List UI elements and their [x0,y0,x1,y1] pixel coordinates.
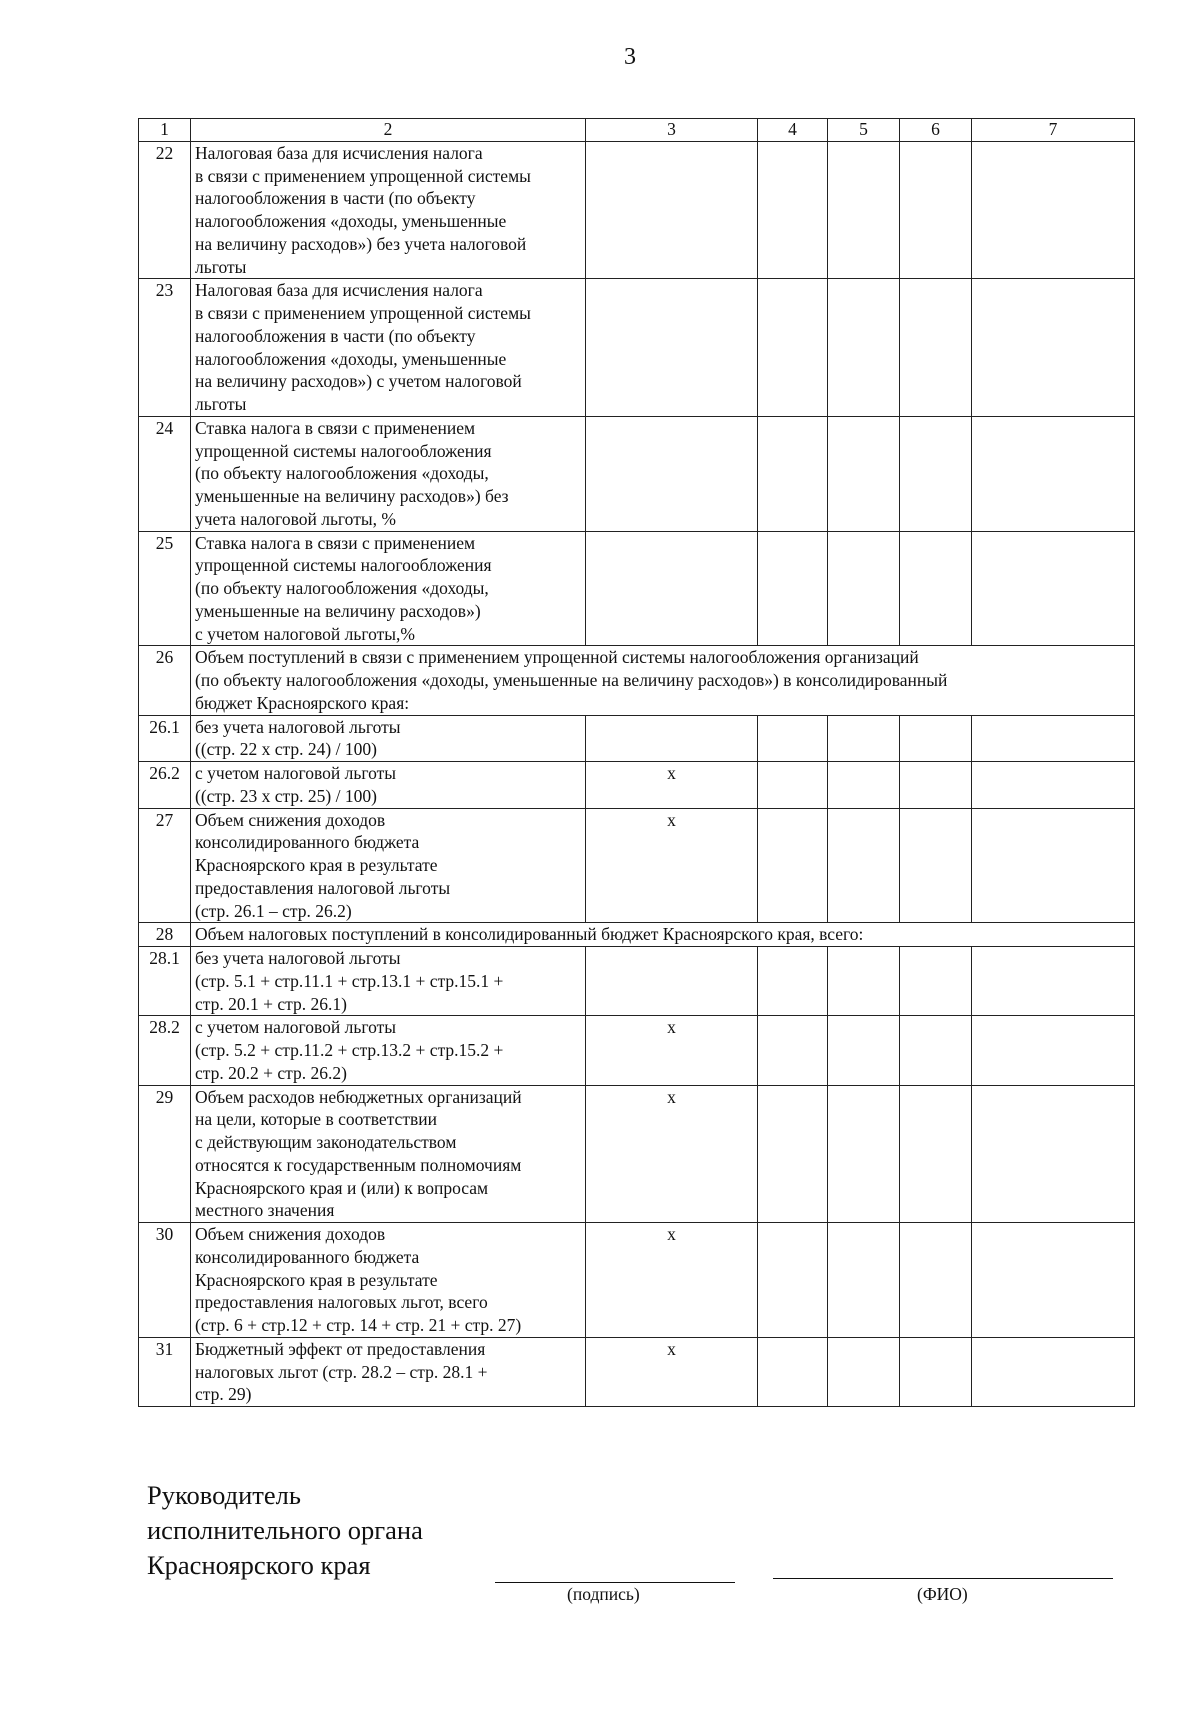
column-4-cell [758,531,828,646]
column-6-cell [900,1223,972,1338]
column-4-cell [758,808,828,923]
column-6-cell [900,1085,972,1223]
signatory-title: Руководитель исполнительного органа Красноярского края [147,1480,423,1580]
column-3-cell [586,947,758,1016]
page-number: 3 [624,44,636,70]
column-7-cell [972,947,1135,1016]
column-5-cell [828,947,900,1016]
column-5-cell [828,1016,900,1085]
indicator-cell: с учетом налоговой льготы ((стр. 23 х стр. 25) / 100) [191,762,586,809]
table-body [139,119,1135,1407]
table-row [139,947,1135,1016]
row-number-cell: 25 [139,531,191,646]
table-row [139,808,1135,923]
table-row [139,1223,1135,1338]
column-4-cell [758,141,828,279]
column-6-cell [900,947,972,1016]
indicator-cell: Ставка налога в связи с применением упрощенной системы налогообложения (по объекту налогообложения «доходы, уменьшенные на величину расходов») с учетом налоговой льготы,% [191,531,586,646]
row-number-cell: 28 [139,923,191,947]
table-row [139,715,1135,762]
table-row [139,762,1135,809]
column-3-cell [586,531,758,646]
column-5-cell [828,141,900,279]
indicator-cell: Объем расходов небюджетных организаций на цели, которые в соответствии с действующим законодательством относятся к государственным полномочиям Красноярского края и (или) к вопросам местного значения [191,1085,586,1223]
full-name-line [773,1578,1113,1579]
indicator-cell: Объем снижения доходов консолидированного бюджета Красноярского края в результате предоставления налоговой льготы (стр. 26.1 – стр. 26.2) [191,808,586,923]
header-cell: 3 [586,119,758,142]
column-5-cell [828,531,900,646]
column-7-cell [972,1016,1135,1085]
column-5-cell [828,1085,900,1223]
signature-block [147,1478,1137,1608]
indicator-cell: Объем снижения доходов консолидированного бюджета Красноярского края в результате предоставления налоговых льгот, всего (стр. 6 + стр.12 + стр. 14 + стр. 21 + стр. 27) [191,1223,586,1338]
row-number-cell: 26.1 [139,715,191,762]
column-3-cell: х [586,1223,758,1338]
column-4-cell [758,1085,828,1223]
column-4-cell [758,715,828,762]
column-4-cell [758,1223,828,1338]
indicator-cell: Ставка налога в связи с применением упрощенной системы налогообложения (по объекту налогообложения «доходы, уменьшенные на величину расходов») без учета налоговой льготы, % [191,416,586,531]
column-6-cell [900,279,972,417]
column-5-cell [828,715,900,762]
column-6-cell [900,762,972,809]
full-name-caption: (ФИО) [917,1584,968,1604]
column-6-cell [900,808,972,923]
table-row [139,1085,1135,1223]
header-cell: 6 [900,119,972,142]
column-3-cell [586,715,758,762]
column-4-cell [758,1016,828,1085]
table-row [139,1337,1135,1406]
table-header-row [139,119,1135,142]
column-3-cell [586,279,758,417]
row-number-cell: 29 [139,1085,191,1223]
header-cell: 5 [828,119,900,142]
column-5-cell [828,808,900,923]
table-row [139,279,1135,417]
indicator-cell: Налоговая база для исчисления налога в связи с применением упрощенной системы налогообложения в части (по объекту налогообложения «доходы, уменьшенные на величину расходов») без учета налоговой льготы [191,141,586,279]
column-7-cell [972,531,1135,646]
column-6-cell [900,531,972,646]
column-3-cell: х [586,1016,758,1085]
column-7-cell [972,808,1135,923]
indicator-cell: Налоговая база для исчисления налога в связи с применением упрощенной системы налогообложения в части (по объекту налогообложения «доходы, уменьшенные на величину расходов») с учетом налоговой льготы [191,279,586,417]
row-number-cell: 28.1 [139,947,191,1016]
header-cell: 1 [139,119,191,142]
header-cell: 4 [758,119,828,142]
column-6-cell [900,1337,972,1406]
column-6-cell [900,715,972,762]
report-table [138,118,1135,1407]
row-number-cell: 26.2 [139,762,191,809]
column-4-cell [758,1337,828,1406]
indicator-cell: Объем поступлений в связи с применением упрощенной системы налогообложения организаций (по объекту налогообложения «доходы, уменьшенные на величину расходов») в консолидированный бюджет Красноярского края: [191,646,1135,715]
column-7-cell [972,279,1135,417]
column-7-cell [972,762,1135,809]
table-row [139,923,1135,947]
row-number-cell: 27 [139,808,191,923]
column-6-cell [900,416,972,531]
row-number-cell: 23 [139,279,191,417]
row-number-cell: 28.2 [139,1016,191,1085]
column-5-cell [828,762,900,809]
column-7-cell [972,1223,1135,1338]
indicator-cell: с учетом налоговой льготы (стр. 5.2 + стр.11.2 + стр.13.2 + стр.15.2 + стр. 20.2 + стр. 26.2) [191,1016,586,1085]
column-4-cell [758,762,828,809]
column-5-cell [828,1223,900,1338]
header-cell: 7 [972,119,1135,142]
column-7-cell [972,1337,1135,1406]
indicator-cell: Объем налоговых поступлений в консолидированный бюджет Красноярского края, всего: [191,923,1135,947]
row-number-cell: 26 [139,646,191,715]
column-6-cell [900,141,972,279]
row-number-cell: 31 [139,1337,191,1406]
column-3-cell: х [586,762,758,809]
column-5-cell [828,1337,900,1406]
signature-caption: (подпись) [567,1584,640,1604]
column-3-cell: х [586,1085,758,1223]
column-7-cell [972,416,1135,531]
column-6-cell [900,1016,972,1085]
column-3-cell: х [586,1337,758,1406]
table-row [139,141,1135,279]
indicator-cell: без учета налоговой льготы ((стр. 22 х стр. 24) / 100) [191,715,586,762]
column-7-cell [972,1085,1135,1223]
column-3-cell: х [586,808,758,923]
column-7-cell [972,141,1135,279]
column-4-cell [758,947,828,1016]
row-number-cell: 30 [139,1223,191,1338]
column-5-cell [828,416,900,531]
table-row [139,416,1135,531]
column-4-cell [758,279,828,417]
table-row [139,646,1135,715]
indicator-cell: Бюджетный эффект от предоставления налоговых льгот (стр. 28.2 – стр. 28.1 + стр. 29) [191,1337,586,1406]
column-4-cell [758,416,828,531]
column-3-cell [586,416,758,531]
indicator-cell: без учета налоговой льготы (стр. 5.1 + стр.11.1 + стр.13.1 + стр.15.1 + стр. 20.1 + стр. 26.1) [191,947,586,1016]
table-row [139,531,1135,646]
table-row [139,1016,1135,1085]
column-7-cell [972,715,1135,762]
column-3-cell [586,141,758,279]
column-5-cell [828,279,900,417]
row-number-cell: 24 [139,416,191,531]
header-cell: 2 [191,119,586,142]
signature-line [495,1582,735,1583]
row-number-cell: 22 [139,141,191,279]
